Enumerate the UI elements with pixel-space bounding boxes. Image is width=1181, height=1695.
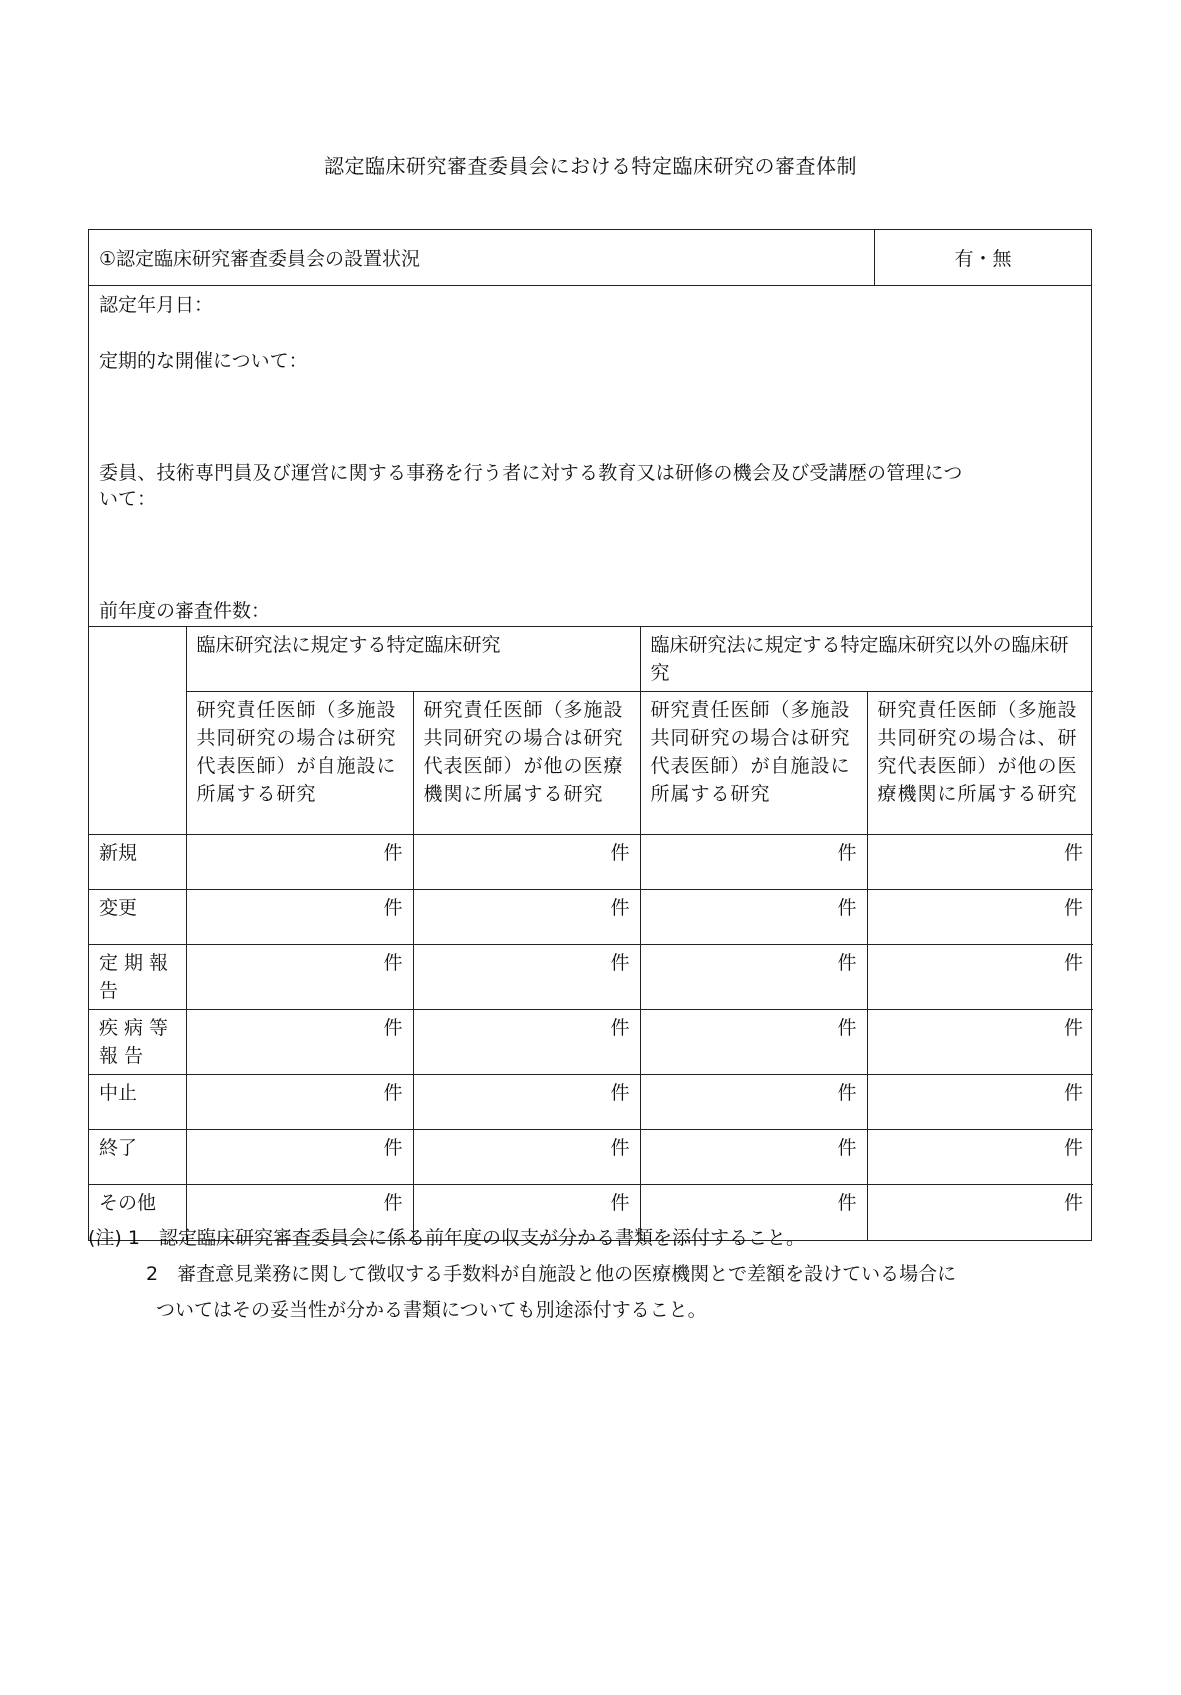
count-cell[interactable]: 件 bbox=[413, 1130, 640, 1185]
committee-info-section bbox=[89, 286, 1091, 626]
count-cell[interactable]: 件 bbox=[867, 835, 1093, 890]
group-header-specified: 臨床研究法に規定する特定臨床研究 bbox=[186, 627, 640, 692]
count-cell[interactable]: 件 bbox=[413, 1010, 640, 1075]
table-row bbox=[89, 945, 1093, 1010]
committee-status-row bbox=[89, 230, 1091, 286]
count-cell[interactable]: 件 bbox=[186, 1075, 413, 1130]
row-label-other: その他 bbox=[89, 1185, 186, 1240]
committee-status-label: ①認定臨床研究審査委員会の設置状況 bbox=[99, 248, 421, 270]
committee-status-choice[interactable]: 有・無 bbox=[874, 230, 1091, 285]
count-cell[interactable]: 件 bbox=[640, 945, 867, 1010]
note-2: 2 審査意見業務に関して徴収する手数料が自施設と他の医療機関とで差額を設けている場合に bbox=[146, 1263, 957, 1285]
count-cell[interactable]: 件 bbox=[186, 945, 413, 1010]
count-cell[interactable]: 件 bbox=[867, 1130, 1093, 1185]
count-cell[interactable]: 件 bbox=[640, 1185, 867, 1240]
note-2-continued: ついてはその妥当性が分かる書類についても別途添付すること。 bbox=[156, 1299, 707, 1321]
table-row bbox=[89, 1075, 1093, 1130]
count-cell[interactable]: 件 bbox=[413, 835, 640, 890]
sub-header-1: 研究責任医師（多施設共同研究の場合は研究代表医師）が自施設に所属する研究 bbox=[186, 692, 413, 835]
count-cell[interactable]: 件 bbox=[413, 945, 640, 1010]
count-cell[interactable]: 件 bbox=[413, 1185, 640, 1240]
count-cell[interactable]: 件 bbox=[867, 1185, 1093, 1240]
sub-header-2: 研究責任医師（多施設共同研究の場合は研究代表医師）が他の医療機関に所属する研究 bbox=[413, 692, 640, 835]
sub-header-4: 研究責任医師（多施設共同研究の場合は、研究代表医師）が他の医療機関に所属する研究 bbox=[867, 692, 1093, 835]
table-row bbox=[89, 1010, 1093, 1075]
prev-year-count-label: 前年度の審査件数： bbox=[99, 600, 271, 622]
notes-section bbox=[88, 1220, 1098, 1328]
count-cell[interactable]: 件 bbox=[640, 1010, 867, 1075]
review-form bbox=[88, 229, 1092, 1241]
table-row bbox=[89, 835, 1093, 890]
training-label-line1: 委員、技術専門員及び運営に関する事務を行う者に対する教育又は研修の機会及び受講歴の管理につ bbox=[99, 462, 963, 484]
count-cell[interactable]: 件 bbox=[640, 1075, 867, 1130]
count-cell[interactable]: 件 bbox=[867, 890, 1093, 945]
count-cell[interactable]: 件 bbox=[640, 1130, 867, 1185]
row-label-completion: 終了 bbox=[89, 1130, 186, 1185]
row-label-change: 変更 bbox=[89, 890, 186, 945]
page-title: 認定臨床研究審査委員会における特定臨床研究の審査体制 bbox=[324, 154, 857, 178]
count-cell[interactable]: 件 bbox=[867, 1010, 1093, 1075]
table-row bbox=[89, 1130, 1093, 1185]
table-sub-header-row bbox=[89, 692, 1093, 835]
count-cell[interactable]: 件 bbox=[186, 890, 413, 945]
count-cell[interactable]: 件 bbox=[186, 1130, 413, 1185]
row-label-periodic-report: 定期報告 bbox=[89, 945, 186, 1010]
row-label-suspension: 中止 bbox=[89, 1075, 186, 1130]
regular-meeting-label: 定期的な開催について： bbox=[99, 350, 308, 372]
table-corner-cell bbox=[89, 627, 186, 835]
group-header-other: 臨床研究法に規定する特定臨床研究以外の臨床研究 bbox=[640, 627, 1093, 692]
count-cell[interactable]: 件 bbox=[413, 1075, 640, 1130]
row-label-disease-report: 疾病等報告 bbox=[89, 1010, 186, 1075]
table-row bbox=[89, 890, 1093, 945]
count-cell[interactable]: 件 bbox=[186, 835, 413, 890]
count-cell[interactable]: 件 bbox=[413, 890, 640, 945]
note-1: (注) 1 認定臨床研究審査委員会に係る前年度の収支が分かる書類を添付すること。 bbox=[88, 1227, 805, 1249]
count-cell[interactable]: 件 bbox=[186, 1185, 413, 1240]
row-label-new: 新規 bbox=[89, 835, 186, 890]
sub-header-3: 研究責任医師（多施設共同研究の場合は研究代表医師）が自施設に所属する研究 bbox=[640, 692, 867, 835]
count-cell[interactable]: 件 bbox=[640, 890, 867, 945]
review-count-table bbox=[89, 626, 1093, 1240]
count-cell[interactable]: 件 bbox=[867, 1075, 1093, 1130]
training-label-line2: いて： bbox=[99, 488, 157, 510]
count-cell[interactable]: 件 bbox=[867, 945, 1093, 1010]
certified-date-label: 認定年月日： bbox=[99, 294, 214, 316]
count-cell[interactable]: 件 bbox=[186, 1010, 413, 1075]
table-group-header-row bbox=[89, 627, 1093, 692]
count-cell[interactable]: 件 bbox=[640, 835, 867, 890]
